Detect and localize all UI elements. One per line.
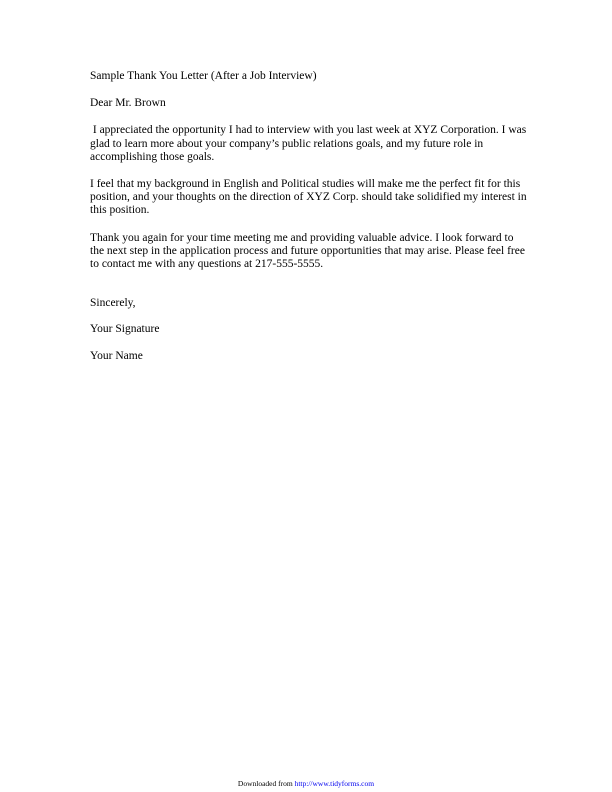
letter-title: Sample Thank You Letter (After a Job Interview) bbox=[90, 70, 317, 82]
letter-name: Your Name bbox=[90, 349, 143, 362]
letter-salutation: Dear Mr. Brown bbox=[90, 97, 166, 110]
letter-closing: Sincerely, bbox=[90, 297, 136, 310]
letter-paragraph-1: I appreciated the opportunity I had to interview with you last week at XYZ Corporation. I was glad to learn more about your company’s public relations goals, and my future role in accomplishing those goals. bbox=[90, 124, 530, 163]
letter-paragraph-3: Thank you again for your time meeting me and providing valuable advice. I look forward to the next step in the application process and future opportunities that may arise. Please feel free to contact me with any questions at 217-555-5555. bbox=[90, 231, 525, 271]
footer-link[interactable]: http://www.tidyforms.com bbox=[294, 779, 375, 788]
footer-prefix: Downloaded from bbox=[237, 779, 295, 788]
letter-body bbox=[90, 70, 530, 376]
letter-paragraph-2: I feel that my background in English and Political studies will make me the perfect fit for this position, and your thoughts on the direction of XYZ Corp. should take solidified my interest in this position. bbox=[90, 178, 527, 217]
letter-signature: Your Signature bbox=[90, 323, 160, 336]
download-footer bbox=[0, 779, 612, 788]
